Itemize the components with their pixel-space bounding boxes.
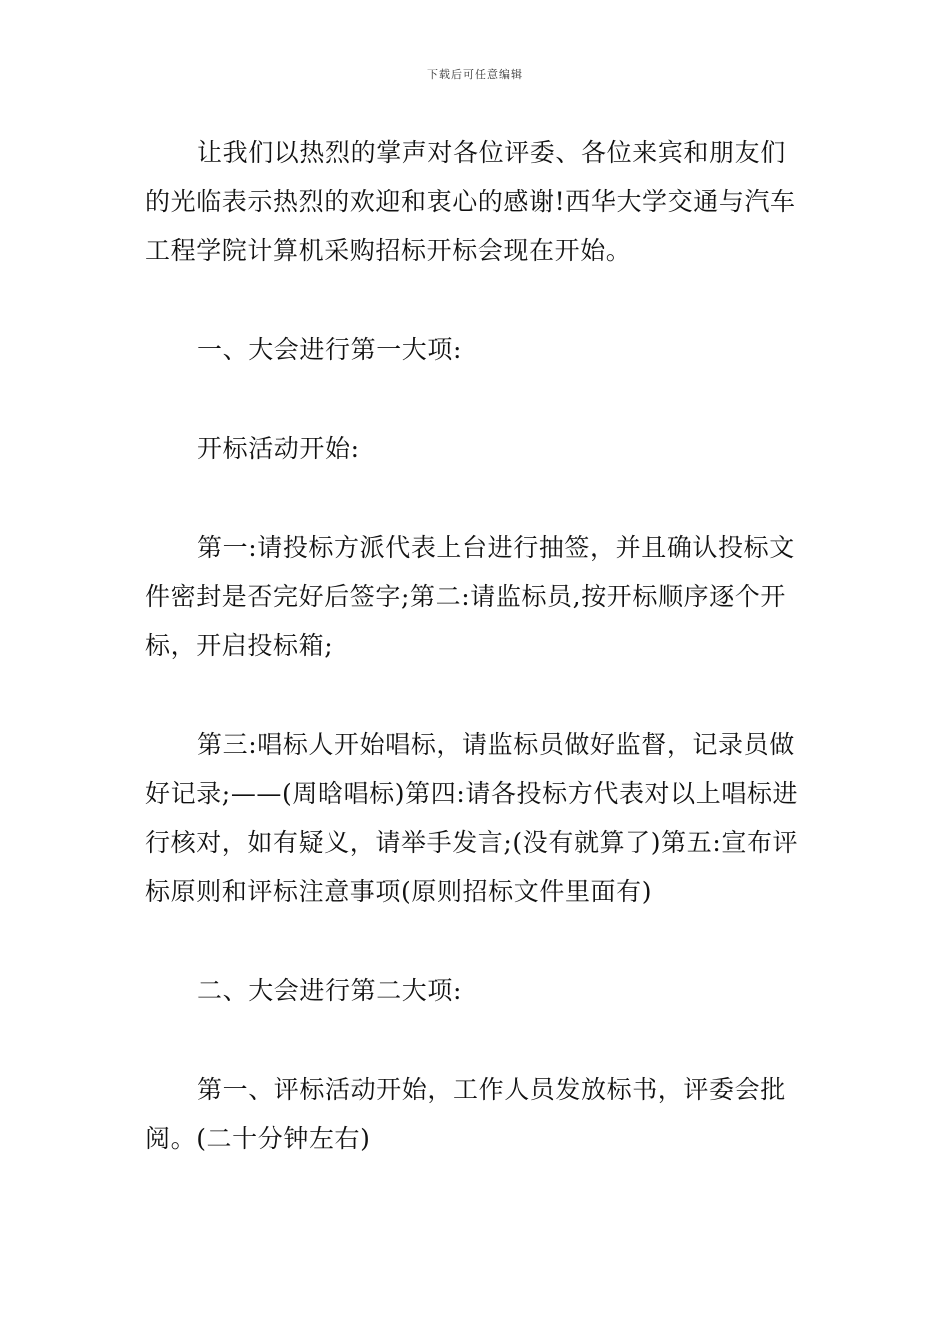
paragraph-evaluation-start: 第一、评标活动开始，工作人员发放标书，评委会批阅。(二十分钟左右) [145, 1075, 786, 1153]
paragraph-section-one-heading: 一、大会进行第一大项: [197, 335, 463, 364]
paragraph-steps-one-two: 第一:请投标方派代表上台进行抽签，并且确认投标文件密封是否完好后签字;第二:请监标员,按开标顺序逐个开标，开启投标箱; [145, 533, 795, 660]
document-body [145, 128, 810, 1163]
paragraph-section-two-heading: 二、大会进行第二大项: [197, 976, 463, 1005]
paragraph-steps-three-to-five: 第三:唱标人开始唱标，请监标员做好监督，记录员做好记录;——(周晗唱标)第四:请各投标方代表对以上唱标进行核对，如有疑义，请举手发言;(没有就算了)第五:宣布评标原则和评标注意事项(原则招标文件里面有) [145, 730, 799, 906]
paragraph-opening: 让我们以热烈的掌声对各位评委、各位来宾和朋友们的光临表示热烈的欢迎和衷心的感谢!西华大学交通与汽车工程学院计算机采购招标开标会现在开始。 [145, 138, 796, 265]
header-note: 下载后可任意编辑 [427, 68, 523, 81]
paragraph-bid-opening-start: 开标活动开始: [197, 434, 360, 463]
